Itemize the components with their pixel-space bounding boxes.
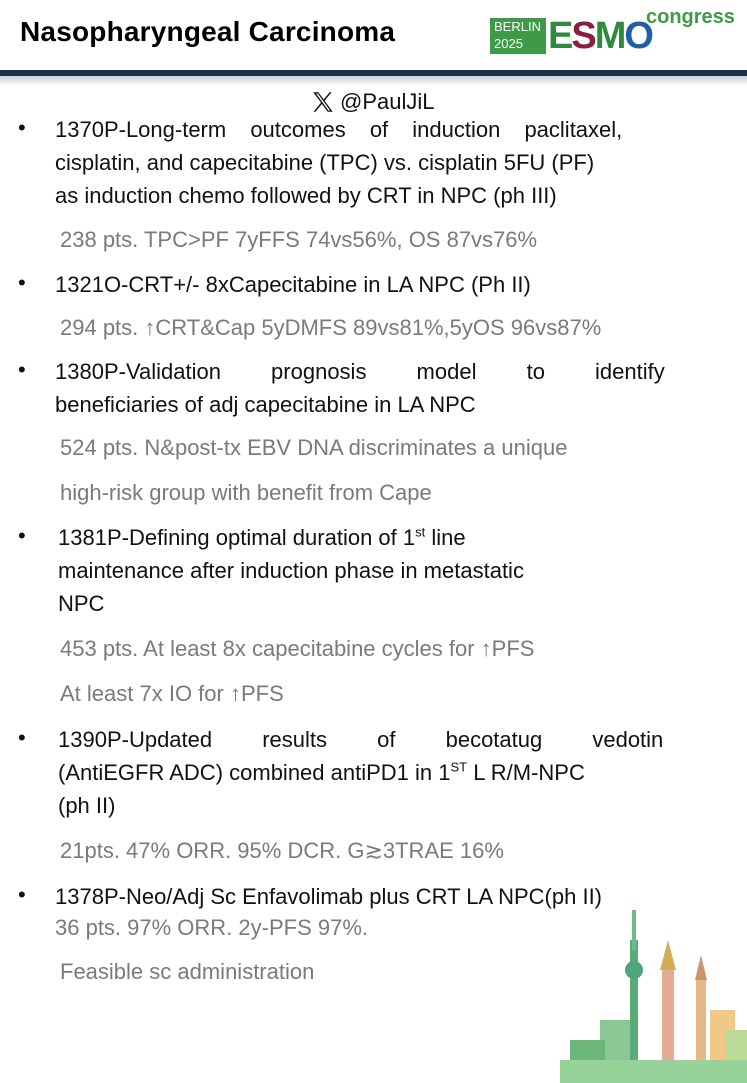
- superscript: st: [415, 524, 426, 540]
- item-1-line-2: cisplatin, and capecitabine (TPC) vs. cisplatin 5FU (PF): [55, 150, 595, 175]
- item-5-line-2: (AntiEGFR ADC) combined antiPD1 in 1ST L R/M-NPC: [58, 759, 585, 785]
- item-1-detail: 238 pts. TPC>PF 7yFFS 74vs56%, OS 87vs76%: [60, 227, 538, 252]
- item-1-line-3: as induction chemo followed by CRT in NPC (ph III): [55, 183, 557, 208]
- item-1-line-1: [55, 113, 703, 146]
- handle-text: @PaulJiL: [340, 89, 435, 114]
- item-3-detail-2: high-risk group with benefit from Cape: [60, 480, 432, 505]
- item-6-line-1: 1378P-Neo/Adj Sc Enfavolimab plus CRT LA NPC(ph II): [55, 884, 603, 909]
- item-4-detail-1: 453 pts. At least 8x capecitabine cycles for ↑PFS: [60, 636, 535, 661]
- logo-city: BERLIN: [494, 19, 541, 34]
- berlin-skyline-decoration: [560, 900, 747, 1083]
- item-4-detail-2: At least 7x IO for ↑PFS: [60, 681, 284, 706]
- item-4-line-1: 1381P-Defining optimal duration of 1st line: [58, 524, 466, 550]
- item-4-line-2: maintenance after induction phase in metastatic: [58, 558, 524, 583]
- bullet-icon: •: [18, 270, 26, 295]
- page-title: Nasopharyngeal Carcinoma: [20, 16, 396, 47]
- bullet-icon: •: [18, 725, 26, 750]
- item-3-detail-1: 524 pts. N&post-tx EBV DNA discriminates a unique: [60, 435, 568, 460]
- logo-year: 2025: [494, 36, 523, 51]
- item-5-line-3: (ph II): [58, 793, 116, 818]
- slide-header: [0, 0, 747, 70]
- item-3-line-1: [55, 355, 665, 388]
- logo-event: congress: [646, 6, 735, 28]
- x-logo-icon: [310, 89, 336, 115]
- item-2-line-1: 1321O-CRT+/- 8xCapecitabine in LA NPC (Ph II): [55, 272, 531, 297]
- item-6-detail-2: Feasible sc administration: [60, 959, 315, 984]
- item-4-line-3: NPC: [58, 591, 105, 616]
- header-shadow: [0, 76, 747, 86]
- bullet-icon: •: [18, 523, 26, 548]
- bullet-icon: •: [18, 115, 26, 140]
- item-5-line-1: [58, 723, 702, 756]
- logo-city-badge: [490, 18, 546, 54]
- item-5-detail: 21pts. 47% ORR. 95% DCR. G≳3TRAE 16%: [60, 838, 504, 863]
- superscript: ST: [450, 759, 468, 775]
- item-1-text: 1370P-Long-term outcomes of induction paclitaxel,: [55, 117, 623, 142]
- logo-brand: ESMO: [548, 15, 652, 57]
- item-2-detail: 294 pts. ↑CRT&Cap 5yDMFS 89vs81%,5yOS 96vs87%: [60, 315, 602, 340]
- item-3-text: 1380P-Validation prognosis model to identify: [55, 359, 665, 384]
- item-6-detail-1: 36 pts. 97% ORR. 2y-PFS 97%.: [55, 915, 369, 940]
- bullet-icon: •: [18, 882, 26, 907]
- item-3-line-2: beneficiaries of adj capecitabine in LA NPC: [55, 392, 476, 417]
- esmo-congress-logo: [490, 6, 735, 58]
- bullet-icon: •: [18, 357, 26, 382]
- item-5-text: 1390P-Updated results of becotatug vedotin: [58, 727, 664, 752]
